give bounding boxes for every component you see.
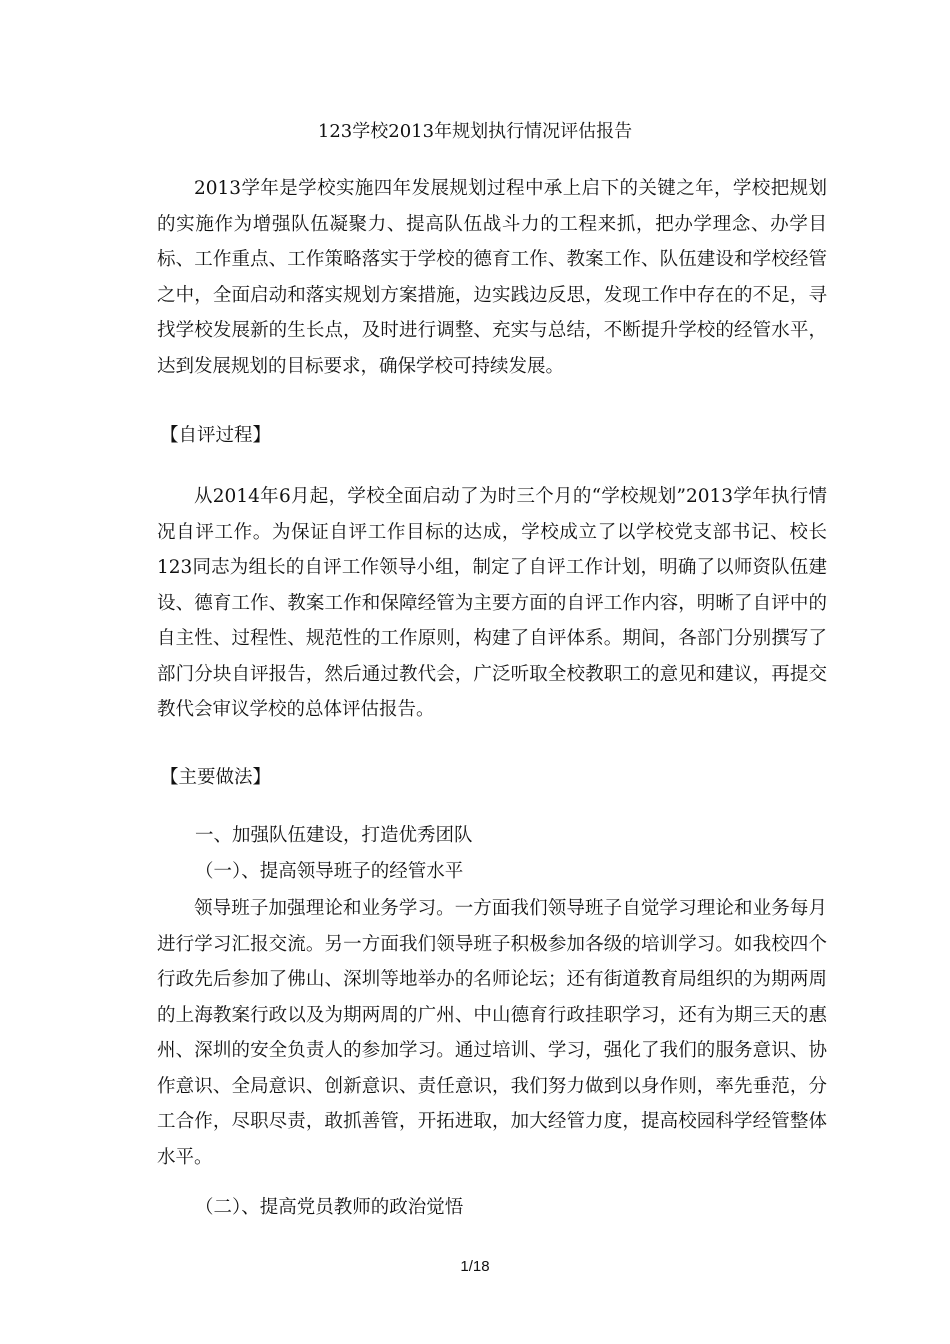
subitem-heading-leadership: （一）、提高领导班子的经管水平 (195, 861, 464, 882)
self-evaluation-paragraph: 从2014年6月起，学校全面启动了为时三个月的“学校规划”2013学年执行情况自评工作。为保证自评工作目标的达成，学校成立了以学校党支部书记、校长123同志为组长的自评工作领导小组，制定了自评工作计划，明确了以师资队伍建设、德育工作、教案工作和保障经管为主要方面的自评工作内容，明晰了自评中的自主性、过程性、规范性的工作原则，构建了自评体系。期间，各部门分别撰写了部门分块自评报告，然后通过教代会，广泛听取全校教职工的意见和建议，再提交教代会审议学校的总体评估报告。 (157, 486, 827, 720)
section-heading-self-evaluation: 【自评过程】 (160, 425, 272, 446)
intro-paragraph: 2013学年是学校实施四年发展规划过程中承上启下的关键之年，学校把规划的实施作为增强队伍凝聚力、提高队伍战斗力的工程来抓，把办学理念、办学目标、工作重点、工作策略落实于学校的德育工作、教案工作、队伍建设和学校经管之中，全面启动和落实规划方案措施，边实践边反思，发现工作中存在的不足，寻找学校发展新的生长点，及时进行调整、充实与总结，不断提升学校的经管水平，达到发展规划的目标要求，确保学校可持续发展。 (157, 178, 827, 377)
document-title: 123学校2013年规划执行情况评估报告 (317, 121, 633, 142)
subitem-heading-party-members: （二）、提高党员教师的政治觉悟 (195, 1197, 464, 1218)
page-number: 1/18 (460, 1258, 490, 1275)
section-heading-main-practices: 【主要做法】 (160, 767, 272, 788)
item-heading-team-building: 一、加强队伍建设，打造优秀团队 (195, 825, 473, 846)
leadership-paragraph: 领导班子加强理论和业务学习。一方面我们领导班子自觉学习理论和业务每月进行学习汇报交流。另一方面我们领导班子积极参加各级的培训学习。如我校四个行政先后参加了佛山、深圳等地举办的名师论坛；还有街道教育局组织的为期两周的上海教案行政以及为期两周的广州、中山德育行政挂职学习，还有为期三天的惠州、深圳的安全负责人的参加学习。通过培训、学习，强化了我们的服务意识、协作意识、全局意识、创新意识、责任意识，我们努力做到以身作则，率先垂范，分工合作，尽职尽责，敢抓善管，开拓进取，加大经管力度，提高校园科学经管整体水平。 (157, 898, 827, 1168)
